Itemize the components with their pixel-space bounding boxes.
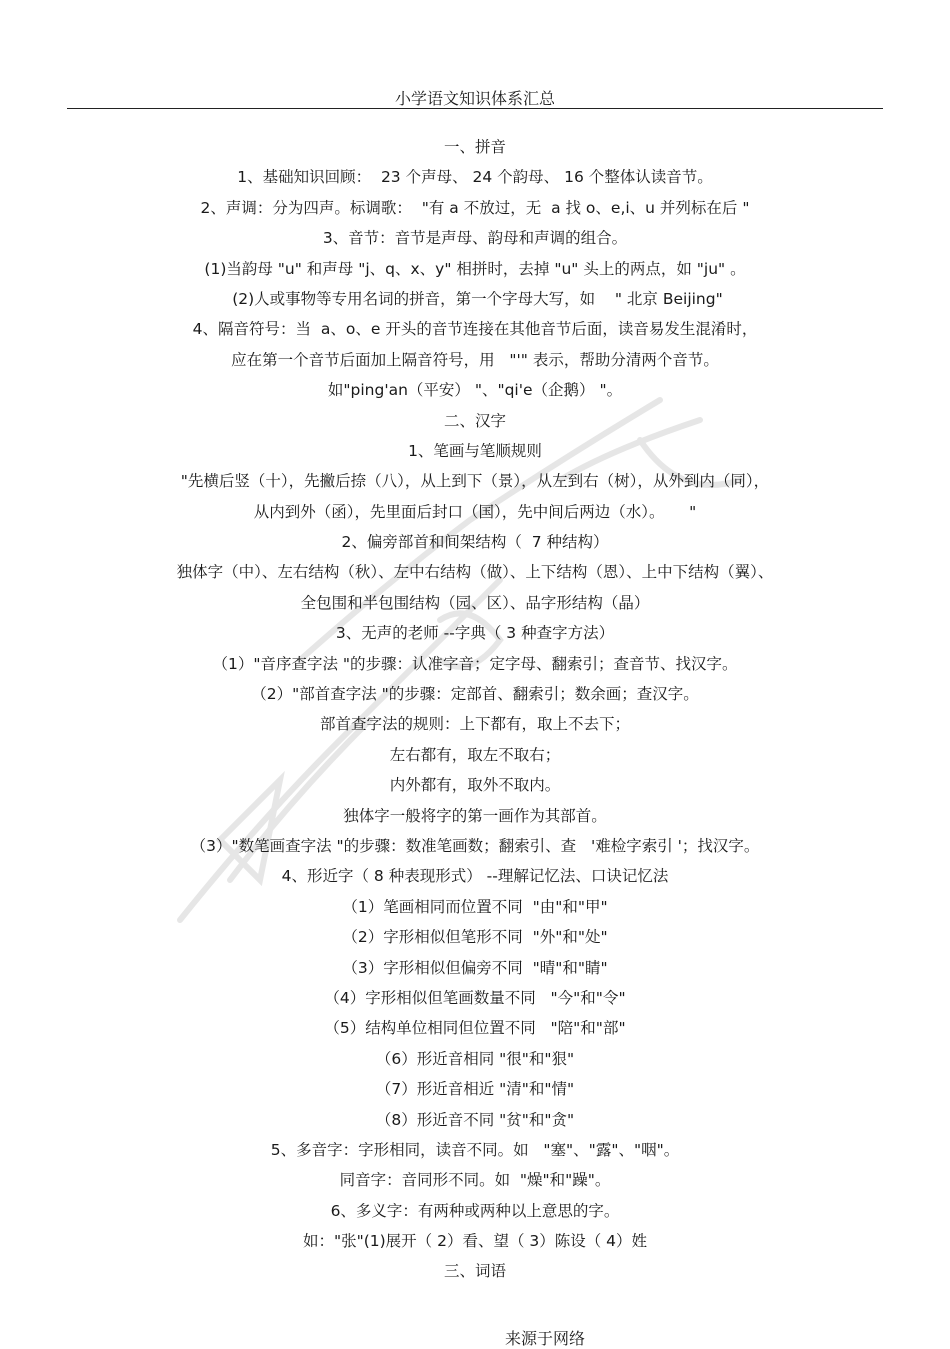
text-line: （1）"音序查字法 "的步骤：认准字音；定字母、翻索引；查音节、找汉字。 [212,654,738,673]
text-line: 如："张"(1)展开（ 2）看、望（ 3）陈设（ 4）姓 [302,1232,648,1251]
header-divider [67,108,883,109]
text-line: （7）形近音相近 "清"和"情" [375,1080,575,1099]
text-line: 内外都有，取外不取内。 [389,776,561,795]
text-line: （5）结构单位相同但位置不同 "陪"和"部" [324,1019,626,1038]
text-line: 从内到外（函），先里面后封口（国），先中间后两边（水）。 " [253,502,697,521]
text-line: 2、声调：分为四声。标调歌： "有 a 不放过，无 a 找 o、e,i、u 并列标在后 " [200,198,750,217]
text-line: 2、偏旁部首和间架结构（ 7 种结构） [341,533,609,552]
document-body [60,132,890,1287]
text-line: （6）形近音相同 "很"和"狠" [375,1049,575,1068]
text-line: 同音字：音同形不同。如 "燥"和"躁"。 [339,1171,611,1190]
text-line: 1、笔画与笔顺规则 [408,441,542,460]
text-line: 3、音节：音节是声母、韵母和声调的组合。 [322,229,628,248]
page-header-title: 小学语文知识体系汇总 [394,89,555,108]
page-footer: 来源于网络 [504,1329,585,1348]
text-line: 6、多义字：有两种或两种以上意思的字。 [330,1201,620,1220]
text-line: 全包围和半包围结构（园、区）、品字形结构（晶） [300,593,650,612]
text-line: "先横后竖（十），先撇后捺（八），从上到下（景），从左到右（树），从外到内（同）， [180,472,770,491]
section-heading-hanzi: 二、汉字 [443,411,506,430]
text-line: 独体字一般将字的第一画作为其部首。 [343,806,607,825]
text-line: 左右都有，取左不取右； [389,745,561,764]
text-line: 独体字（中）、左右结构（秋）、左中右结构（做）、上下结构（恩）、上中下结构（翼）、 [176,563,774,582]
text-line: 如"ping'an（平安） "、"qi'e（企鹅） "。 [327,381,623,400]
text-line: (1)当韵母 "u" 和声母 "j、q、x、y" 相拼时，去掉 "u" 头上的两点，如 "ju" 。 [204,259,746,278]
text-line: （4）字形相似但笔画数量不同 "今"和"令" [324,988,626,1007]
text-line: 部首查字法的规则：上下都有，取上不去下； [319,715,630,734]
text-line: （8）形近音不同 "贫"和"贪" [375,1110,575,1129]
section-heading-pinyin: 一、拼音 [443,138,506,156]
text-line: 3、无声的老师 --字典（ 3 种查字方法） [335,624,615,643]
text-line: 4、形近字（ 8 种表现形式） --理解记忆法、口诀记忆法 [281,867,669,886]
section-heading-ciyu: 三、词语 [443,1262,506,1281]
text-line: 应在第一个音节后面加上隔音符号，用 "'" 表示，帮助分清两个音节。 [231,350,719,369]
text-line: （3）"数笔画查字法 "的步骤：数准笔画数；翻索引、查 '难检字索引 '；找汉字。 [190,836,760,855]
text-line: (2)人或事物等专用名词的拼音，第一个字母大写，如 " 北京 Beijing" [227,289,723,308]
text-line: 5、多音字：字形相同，读音不同。如 "塞"、"露"、"咽"。 [270,1140,680,1159]
text-line: （2）"部首查字法 "的步骤：定部首、翻索引；数余画；查汉字。 [251,685,699,704]
text-line: （3）字形相似但偏旁不同 "晴"和"睛" [342,958,608,977]
text-line: （1）笔画相同而位置不同 "由"和"甲" [342,897,608,916]
text-line: （2）字形相似但笔形不同 "外"和"处" [342,928,608,947]
text-line: 1、基础知识回顾： 23 个声母、 24 个韵母、 16 个整体认读音节。 [237,168,713,187]
text-line: 4、隔音符号：当 a、o、e 开头的音节连接在其他音节后面，读音易发生混淆时， [192,320,758,339]
